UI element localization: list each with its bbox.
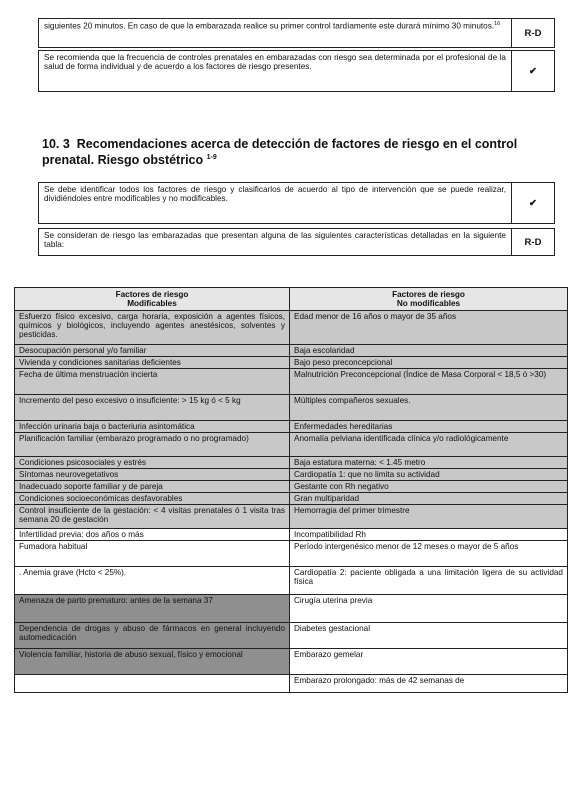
cell-non-modifiable: Hemorragia del primer trimestre — [290, 505, 568, 529]
table-row — [15, 567, 568, 595]
table-row — [15, 675, 568, 693]
cell-modifiable: Inadecuado soporte familiar y de pareja — [15, 481, 290, 493]
table-row — [15, 433, 568, 457]
cell-modifiable: Amenaza de parto prematuro: antes de la semana 37 — [15, 595, 290, 623]
table-row — [15, 395, 568, 421]
cell-modifiable: . Anemia grave (Hcto < 25%). — [15, 567, 290, 595]
section-number: 10. 3 — [42, 137, 70, 151]
cell-non-modifiable: Baja escolaridad — [290, 345, 568, 357]
recommendation-row-2 — [38, 50, 555, 92]
cell-non-modifiable: Embarazo gemelar — [290, 649, 568, 675]
recommendation-text: Se debe identificar todos los factores de riesgo y clasificarlos de acuerdo al tipo de intervención que se puede realizar, dividiéndoles entre modificables y no modificables. — [39, 183, 512, 223]
section-reference: 1-9 — [206, 153, 217, 161]
cell-modifiable: Infección urinaria baja o bacteriuria asintomática — [15, 421, 290, 433]
cell-modifiable: Vivienda y condiciones sanitarias deficientes — [15, 357, 290, 369]
table-row — [15, 493, 568, 505]
cell-modifiable: Control insuficiente de la gestación: < 4 visitas prenatales ó 1 visita tras semana 20 de gestación — [15, 505, 290, 529]
recommendation-row-3 — [38, 182, 555, 224]
cell-non-modifiable: Gestante con Rh negativo — [290, 481, 568, 493]
cell-modifiable: Infertilidad previa: dos años o más — [15, 529, 290, 541]
cell-modifiable: Incremento del peso excesivo o insuficiente: > 15 kg ó < 5 kg — [15, 395, 290, 421]
cell-modifiable: Condiciones socioeconómicas desfavorables — [15, 493, 290, 505]
table-row — [15, 357, 568, 369]
cell-non-modifiable: Gran multiparidad — [290, 493, 568, 505]
cell-non-modifiable: Baja estatura materna: < 1.45 metro — [290, 457, 568, 469]
cell-non-modifiable: Período intergenésico menor de 12 meses o mayor de 5 años — [290, 541, 568, 567]
table-row — [15, 481, 568, 493]
table-row — [15, 623, 568, 649]
risk-factors-table — [14, 287, 568, 693]
cell-non-modifiable: Cardiopatía 1: que no limita su actividad — [290, 469, 568, 481]
cell-non-modifiable: Múltiples compañeros sexuales. — [290, 395, 568, 421]
table-row — [15, 541, 568, 567]
evidence-grade: R-D — [524, 236, 542, 248]
cell-non-modifiable: Diabetes gestacional — [290, 623, 568, 649]
table-row — [15, 421, 568, 433]
cell-non-modifiable: Anomalía pelviana identificada clínica y/o radiológicamente — [290, 433, 568, 457]
check-icon: ✔ — [529, 65, 537, 77]
recommendation-text: Se recomienda que la frecuencia de controles prenatales en embarazadas con riesgo sea determinada por el profesional de la salud de forma individual y de acuerdo a los factores de riesgo presentes. — [39, 51, 512, 91]
section-title-text: Recomendaciones acerca de detección de factores de riesgo en el control prenatal. Riesgo obstétrico — [42, 137, 518, 167]
cell-modifiable: Violencia familiar, historia de abuso sexual, físico y emocional — [15, 649, 290, 675]
header-modifiable: Factores de riesgo Modificables — [15, 288, 290, 311]
table-header-row — [15, 288, 568, 311]
table-row — [15, 505, 568, 529]
cell-modifiable: Esfuerzo físico excesivo, carga horaria, exposición a agentes físicos, químicos y biológicos, incluyendo agentes anestésicos, solventes y pesticidas. — [15, 311, 290, 345]
cell-modifiable: Desocupación personal y/o familiar — [15, 345, 290, 357]
cell-non-modifiable: Malnutrición Preconcepcional (Índice de Masa Corporal < 18,5 ó >30) — [290, 369, 568, 395]
recommendation-row-1 — [38, 18, 555, 48]
recommendation-text: siguientes 20 minutos. En caso de que la embarazada realice su primer control tardíamente este durará mínimo 30 minutos.$^{16}$ — [39, 19, 512, 47]
table-row — [15, 369, 568, 395]
cell-non-modifiable: Cirugía uterina previa — [290, 595, 568, 623]
table-row — [15, 457, 568, 469]
cell-non-modifiable: Embarazo prolongado: más de 42 semanas de — [290, 675, 568, 693]
table-row — [15, 311, 568, 345]
cell-non-modifiable: Enfermedades hereditarias — [290, 421, 568, 433]
cell-modifiable: Fecha de última menstruación incierta — [15, 369, 290, 395]
cell-modifiable: Síntomas neurovegetativos — [15, 469, 290, 481]
check-icon: ✔ — [529, 197, 537, 209]
table-row — [15, 469, 568, 481]
cell-modifiable: Condiciones psicosociales y estrés — [15, 457, 290, 469]
cell-modifiable: Dependencia de drogas y abuso de fármacos en general incluyendo automedicación — [15, 623, 290, 649]
recommendation-text: Se consideran de riesgo las embarazadas que presentan alguna de las siguientes características detalladas en la siguiente tabla: — [39, 229, 512, 255]
cell-non-modifiable: Bajo peso preconcepcional — [290, 357, 568, 369]
cell-modifiable: Planificación familiar (embarazo programado o no programado) — [15, 433, 290, 457]
cell-non-modifiable: Incompatibilidad Rh — [290, 529, 568, 541]
table-row — [15, 529, 568, 541]
table-row — [15, 595, 568, 623]
cell-non-modifiable: Edad menor de 16 años o mayor de 35 años — [290, 311, 568, 345]
recommendation-row-4 — [38, 228, 555, 256]
table-row — [15, 649, 568, 675]
cell-modifiable — [15, 675, 290, 693]
section-heading — [42, 137, 562, 168]
cell-modifiable: Fumadora habitual — [15, 541, 290, 567]
table-row — [15, 345, 568, 357]
cell-non-modifiable: Cardiopatía 2: paciente obligada a una limitación ligera de su actividad física — [290, 567, 568, 595]
evidence-grade: R-D — [524, 27, 542, 39]
header-non-modifiable: Factores de riesgo No modificables — [290, 288, 568, 311]
